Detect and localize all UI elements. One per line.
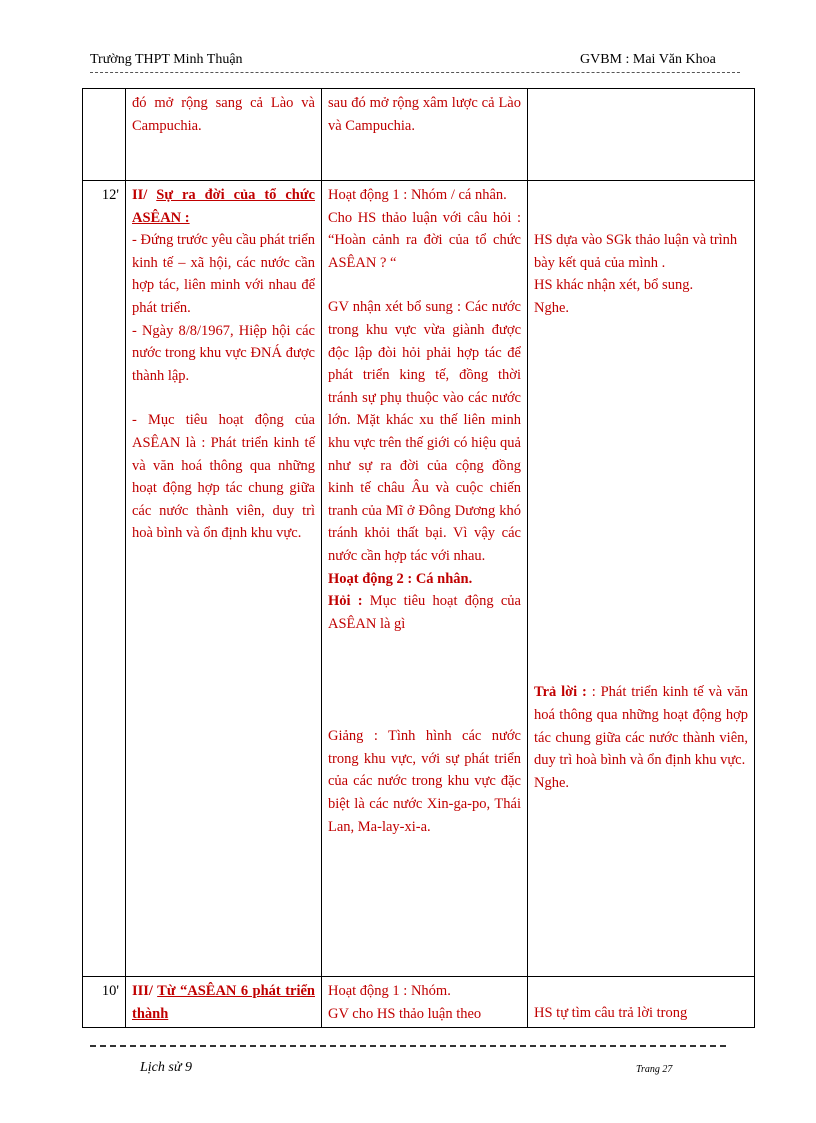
student-paragraph: HS tự tìm câu trả lời trong [534, 1005, 688, 1021]
section-heading [132, 980, 315, 1025]
student-cell [528, 89, 755, 181]
spacer [534, 319, 748, 681]
footer-subject: Lịch sử 9 [140, 1060, 192, 1075]
time-cell [83, 181, 126, 977]
table-row [83, 89, 755, 181]
content-cell [126, 89, 322, 181]
teacher-paragraph: Cho HS thảo luận với câu hỏi : “Hoàn cảnh ra đời của tổ chức ASÊAN ? “ [328, 209, 521, 271]
student-paragraph: Nghe. [534, 299, 570, 316]
section-heading [132, 184, 315, 229]
content-paragraph: - Đứng trước yêu cầu phát triển kinh tế – xã hội, các nước cần hợp tác, liên minh với nhau để phát triển. [132, 232, 315, 316]
spacer [328, 274, 521, 296]
section-number: II/ [132, 187, 157, 203]
table-row [83, 181, 755, 977]
spacer [534, 184, 748, 229]
time-cell [83, 977, 126, 1028]
teacher-paragraph: GV cho HS thảo luận theo [328, 1005, 482, 1022]
teacher-paragraph: Hoạt động 1 : Nhóm. [328, 983, 451, 999]
table-row [83, 977, 755, 1028]
teacher-paragraph: Hoạt động 1 : Nhóm / cá nhân. [328, 187, 507, 203]
teacher-paragraph: GV nhận xét bổ sung : Các nước trong khu vực vừa giành được độc lập đòi hỏi phải hợp tác để phát triển king tế, đồng thời tránh sự phụ thuộc vào các nước lớn. Mặt khác xu thế liên minh khu vực trên thế giới có hiệu quả như sự ra đời của cộng đồng kinh tế châu Âu và cuộc chiến tranh của Mĩ ở Đông Dương khó tránh khỏi thất bại. Vì vậy các nước cần hợp tác với nhau. [328, 299, 521, 564]
student-cell [528, 977, 755, 1028]
answer-text: : Phát triển kinh tế và văn hoá thông qua những hoạt động hợp tác chung giữa các nước thành viên, duy trì hoà bình và ổn định khu vực. [534, 684, 748, 769]
teacher-cell [322, 181, 528, 977]
spacer [132, 387, 315, 409]
footer-divider [90, 1045, 726, 1047]
section-title: Từ “ASÊAN 6 phát triển thành [132, 983, 315, 1022]
content-paragraph: - Mục tiêu hoạt động của ASÊAN là : Phát triển kinh tế và văn hoá thông qua những hoạt động hợp tác chung giữa các nước thành viên, duy trì hoà bình và ổn định khu vực. [132, 412, 315, 542]
header-teacher: GVBM : Mai Văn Khoa [580, 52, 716, 67]
teacher-paragraph: Giảng : Tình hình các nước trong khu vực, với sự phát triển của các nước trong khu vực đặc biệt là các nước Xin-ga-po, Thái Lan, Ma-lay-xi-a. [328, 728, 521, 835]
student-paragraph: HS khác nhận xét, bổ sung. [534, 277, 694, 294]
footer-page-number: Trang 27 [636, 1064, 673, 1075]
content-text: đó mở rộng sang cả Lào và Campuchia. [132, 95, 315, 134]
student-answer [534, 681, 748, 771]
header-divider [90, 72, 740, 73]
time-label: 10' [101, 983, 119, 999]
activity-heading: Hoạt động 2 : Cá nhân. [328, 570, 473, 587]
time-label: 12' [101, 187, 119, 203]
header-school: Trường THPT Minh Thuận [90, 52, 243, 67]
teacher-cell [322, 89, 528, 181]
content-paragraph: - Ngày 8/8/1967, Hiệp hội các nước trong khu vực ĐNÁ được thành lập. [132, 322, 315, 384]
time-cell [83, 89, 126, 181]
answer-label: Trả lời : [534, 684, 587, 701]
spacer [534, 980, 748, 1002]
teacher-text: sau đó mở rộng xâm lược cả Lào và Campuchia. [328, 95, 521, 134]
question-label: Hỏi : [328, 593, 363, 610]
lesson-table [82, 88, 755, 1028]
teacher-question [328, 590, 521, 635]
spacer [328, 635, 521, 725]
section-title: Sự ra đời của tổ chức ASÊAN : [132, 187, 315, 226]
teacher-cell [322, 977, 528, 1028]
student-paragraph: HS dựa vào SGk thảo luận và trình bày kết quả của mình . [534, 232, 738, 271]
section-number: III/ [132, 983, 158, 999]
content-cell [126, 181, 322, 977]
student-cell [528, 181, 755, 977]
question-text: Mục tiêu hoạt động của ASÊAN là gì [328, 593, 521, 632]
student-paragraph: Nghe. [534, 774, 570, 791]
content-cell [126, 977, 322, 1028]
